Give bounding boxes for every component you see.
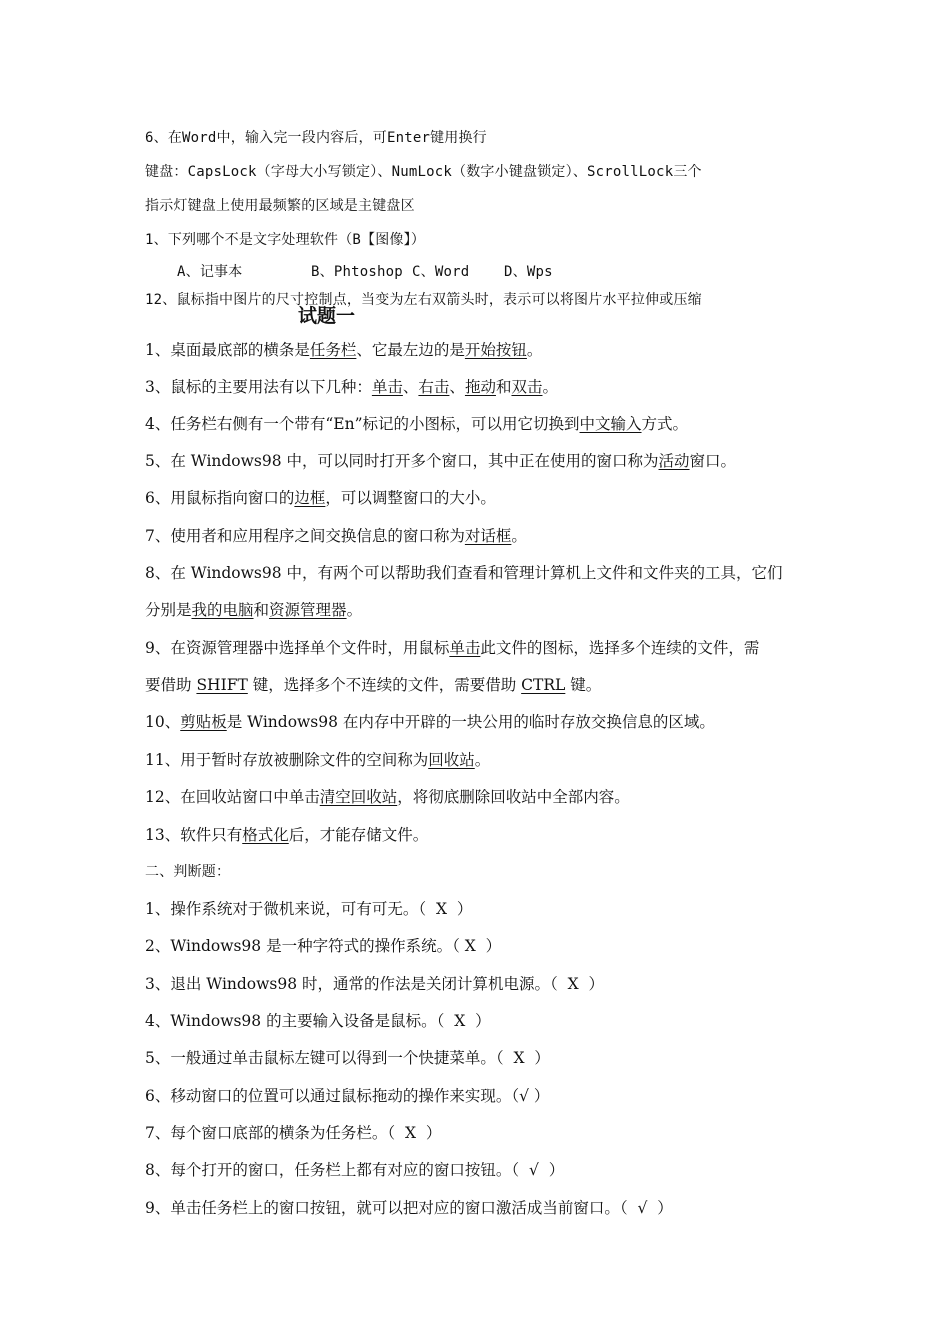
fill-question-4 bbox=[145, 414, 688, 434]
fill-question-6 bbox=[145, 488, 496, 508]
judge-item-9: 9、单击任务栏上的窗口按钮，就可以把对应的窗口激活成当前窗口。（ √ ） bbox=[145, 1199, 673, 1217]
answer: 右击 bbox=[418, 378, 450, 396]
answer: CTRL bbox=[521, 676, 566, 694]
text: 。 bbox=[474, 751, 491, 769]
header-line-3: 指示灯键盘上使用最频繁的区域是主键盘区 bbox=[145, 198, 415, 214]
fill-question-8-line-2 bbox=[145, 600, 362, 620]
fill-question-9-line-2 bbox=[145, 675, 601, 695]
text: 窗口。 bbox=[689, 452, 737, 470]
judge-section-header: 二、判断题： bbox=[145, 864, 231, 880]
text: 。 bbox=[511, 527, 527, 545]
answer: 对话框 bbox=[464, 527, 512, 545]
option-c: C、Word bbox=[412, 264, 470, 280]
text: ，将彻底删除回收站中全部内容。 bbox=[397, 788, 630, 806]
answer: 单击 bbox=[371, 378, 403, 396]
answer: 活动 bbox=[658, 452, 690, 470]
note-line: 12、鼠标指中图片的尺寸控制点，当变为左右双箭头时，表示可以将图片水平拉伸或压缩 bbox=[145, 292, 702, 308]
text: 10、 bbox=[145, 713, 181, 731]
answer: 中文输入 bbox=[579, 415, 642, 433]
text: 后，才能存储文件。 bbox=[288, 826, 429, 844]
answer: 任务栏 bbox=[309, 341, 357, 359]
answer-options bbox=[177, 262, 553, 282]
text: 。 bbox=[526, 341, 543, 359]
text: 。 bbox=[542, 378, 558, 396]
fill-question-12 bbox=[145, 787, 630, 807]
text: 9、在资源管理器中选择单个文件时，用鼠标 bbox=[145, 639, 450, 657]
text: 此文件的图标，选择多个连续的文件，需 bbox=[480, 639, 760, 657]
text: 键，选择多个不连续的文件，需要借助 bbox=[247, 676, 522, 694]
text: 12、在回收站窗口中单击 bbox=[145, 788, 320, 806]
answer: 拖动 bbox=[464, 378, 496, 396]
text: 6、用鼠标指向窗口的 bbox=[145, 489, 295, 507]
answer: 清空回收站 bbox=[319, 788, 398, 806]
answer: 我的电脑 bbox=[191, 601, 254, 619]
text: 7、使用者和应用程序之间交换信息的窗口称为 bbox=[145, 527, 465, 545]
judge-item-4: 4、Windows98 的主要输入设备是鼠标。（ X ） bbox=[145, 1012, 491, 1030]
text: 。 bbox=[346, 601, 363, 619]
fill-question-10 bbox=[145, 712, 715, 732]
judge-item-6: 6、移动窗口的位置可以通过鼠标拖动的操作来实现。（√ ） bbox=[145, 1087, 550, 1105]
option-a: A、记事本 bbox=[177, 264, 243, 280]
answer: 剪贴板 bbox=[180, 713, 227, 731]
text: 分别是 bbox=[145, 601, 192, 619]
text: 、 bbox=[449, 378, 465, 396]
text: 4、任务栏右侧有一个带有“En”标记的小图标，可以用它切换到 bbox=[145, 415, 580, 433]
text: 1、桌面最底部的横条是 bbox=[145, 341, 310, 359]
text: 11、用于暂时存放被删除文件的空间称为 bbox=[145, 751, 429, 769]
text: 键。 bbox=[565, 676, 602, 694]
fill-question-1 bbox=[145, 340, 542, 360]
answer: 单击 bbox=[449, 639, 481, 657]
answer: 资源管理器 bbox=[269, 601, 347, 619]
fill-question-3 bbox=[145, 377, 558, 397]
header-line-4: 1、下列哪个不是文字处理软件（B【图像】） bbox=[145, 232, 426, 248]
fill-question-9-line-1 bbox=[145, 638, 759, 658]
judge-item-3: 3、退出 Windows98 时，通常的作法是关闭计算机电源。（ X ） bbox=[145, 975, 605, 993]
text: 13、软件只有 bbox=[145, 826, 243, 844]
judge-item-8: 8、每个打开的窗口，任务栏上都有对应的窗口按钮。（ √ ） bbox=[145, 1161, 565, 1179]
judge-item-2: 2、Windows98 是一种字符式的操作系统。（ X ） bbox=[145, 937, 502, 955]
text: 和 bbox=[495, 378, 512, 396]
judge-item-7: 7、每个窗口底部的横条为任务栏。（ X ） bbox=[145, 1124, 442, 1142]
answer: 回收站 bbox=[428, 751, 475, 769]
header-line-1: 6、在Word中，输入完一段内容后，可Enter键用换行 bbox=[145, 130, 487, 146]
judge-item-5: 5、一般通过单击鼠标左键可以得到一个快捷菜单。（ X ） bbox=[145, 1049, 550, 1067]
fill-question-11 bbox=[145, 750, 490, 770]
answer: 格式化 bbox=[242, 826, 289, 844]
text: 3、鼠标的主要用法有以下几种： bbox=[145, 378, 372, 396]
answer: 边框 bbox=[294, 489, 326, 507]
answer: 双击 bbox=[511, 378, 543, 396]
fill-question-13 bbox=[145, 825, 428, 845]
text: 5、在 Windows98 中，可以同时打开多个窗口，其中正在使用的窗口称为 bbox=[145, 452, 659, 470]
text: 要借助 bbox=[145, 676, 197, 694]
option-d: D、Wps bbox=[504, 264, 553, 280]
text: 、它最左边的是 bbox=[356, 341, 465, 359]
header-line-2: 键盘：CapsLock（字母大小写锁定）、NumLock（数字小键盘锁定）、ScrollLock三个 bbox=[145, 164, 702, 180]
answer: 开始按钮 bbox=[464, 341, 527, 359]
fill-question-8-line-1: 8、在 Windows98 中，有两个可以帮助我们查看和管理计算机上文件和文件夹的工具，它们 bbox=[145, 564, 783, 582]
text: ，可以调整窗口的大小。 bbox=[325, 489, 496, 507]
text: 、 bbox=[402, 378, 419, 396]
section-title: 试题一 bbox=[298, 305, 356, 327]
answer: SHIFT bbox=[196, 676, 248, 694]
text: 是 Windows98 在内存中开辟的一块公用的临时存放交换信息的区域。 bbox=[226, 713, 715, 731]
text: 方式。 bbox=[641, 415, 689, 433]
text: 和 bbox=[253, 601, 270, 619]
judge-item-1: 1、操作系统对于微机来说，可有可无。（ X ） bbox=[145, 900, 473, 918]
fill-question-7 bbox=[145, 526, 527, 546]
fill-question-5 bbox=[145, 451, 736, 471]
option-b: B、Phtoshop bbox=[311, 264, 403, 280]
